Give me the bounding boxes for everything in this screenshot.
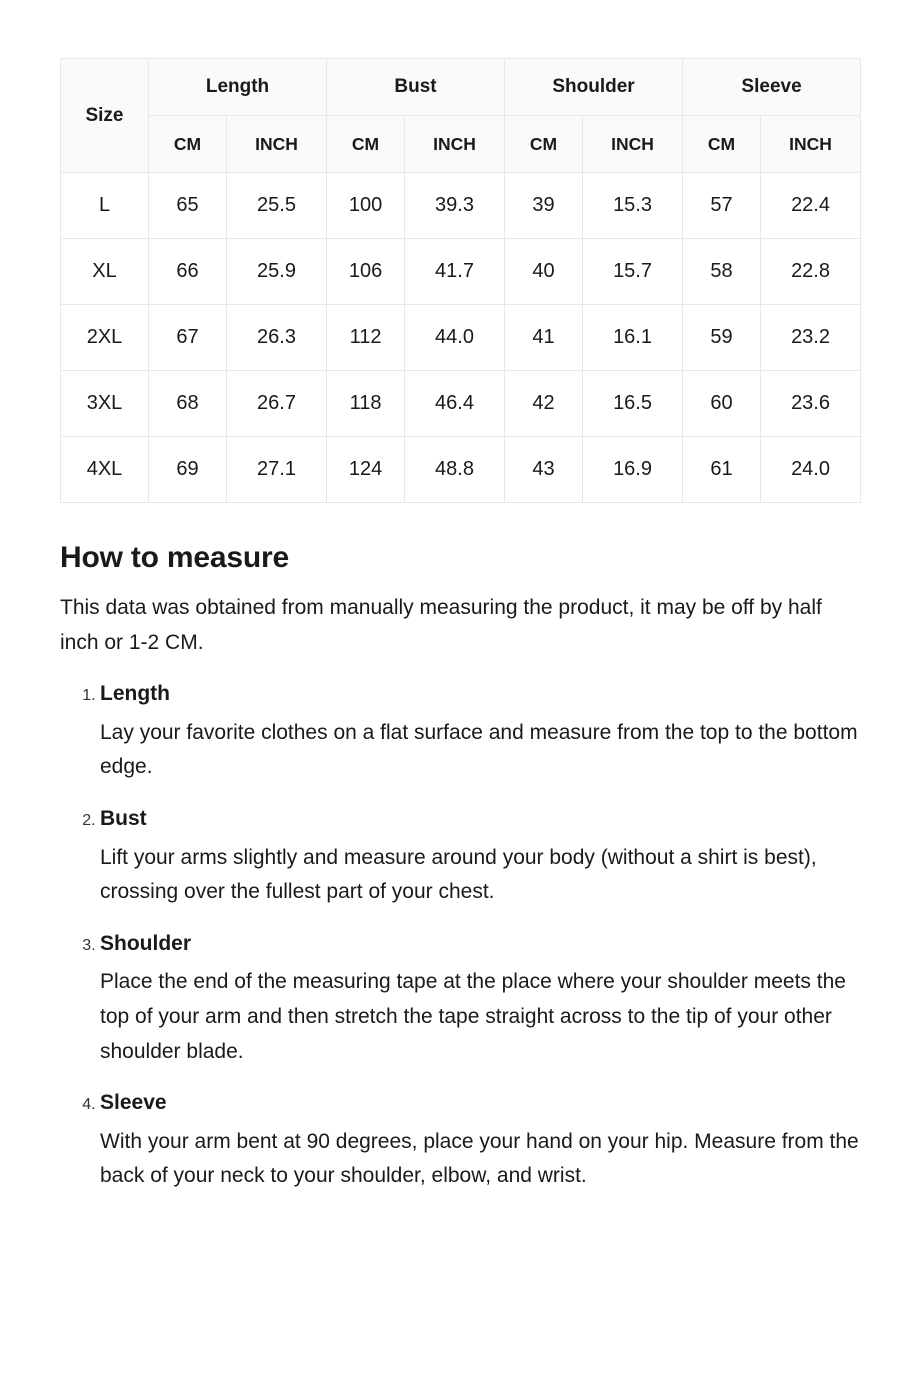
list-item-description: Place the end of the measuring tape at the place where your shoulder meets the top of your arm and then stretch the tape straight across to the tip of your other shoulder blade.	[100, 970, 846, 1063]
cell-shoulder-cm: 39	[505, 173, 583, 239]
list-item	[100, 803, 860, 910]
cell-length-inch: 25.9	[227, 239, 327, 305]
cell-length-cm: 68	[149, 371, 227, 437]
page-title: How to measure	[60, 541, 289, 574]
list-item-description: Lift your arms slightly and measure around your body (without a shirt is best), crossing over the fullest part of your chest.	[100, 845, 817, 904]
cell-sleeve-cm: 59	[683, 305, 761, 371]
cell-bust-cm: 112	[327, 305, 405, 371]
cell-sleeve-inch: 23.2	[761, 305, 861, 371]
header-length-cm: CM	[149, 116, 227, 173]
cell-shoulder-inch: 16.1	[583, 305, 683, 371]
cell-bust-cm: 118	[327, 371, 405, 437]
cell-shoulder-inch: 16.9	[583, 437, 683, 503]
cell-size: L	[61, 173, 149, 239]
cell-bust-cm: 106	[327, 239, 405, 305]
header-sleeve-inch: INCH	[761, 116, 861, 173]
header-shoulder-inch: INCH	[583, 116, 683, 173]
table-body	[61, 173, 861, 503]
header-group-sleeve: Sleeve	[683, 59, 861, 116]
cell-length-inch: 27.1	[227, 437, 327, 503]
list-item-description: With your arm bent at 90 degrees, place your hand on your hip. Measure from the back of your neck to your shoulder, elbow, and wrist.	[100, 1129, 859, 1188]
header-bust-cm: CM	[327, 116, 405, 173]
cell-size: XL	[61, 239, 149, 305]
cell-shoulder-inch: 15.3	[583, 173, 683, 239]
cell-sleeve-cm: 61	[683, 437, 761, 503]
list-item	[100, 1087, 860, 1194]
cell-sleeve-inch: 22.8	[761, 239, 861, 305]
cell-length-inch: 26.7	[227, 371, 327, 437]
header-group-length: Length	[149, 59, 327, 116]
cell-bust-inch: 44.0	[405, 305, 505, 371]
header-group-bust: Bust	[327, 59, 505, 116]
table-row	[61, 173, 861, 239]
size-chart-table	[60, 58, 861, 503]
cell-sleeve-inch: 23.6	[761, 371, 861, 437]
cell-bust-cm: 100	[327, 173, 405, 239]
cell-bust-inch: 39.3	[405, 173, 505, 239]
table-row	[61, 305, 861, 371]
cell-bust-inch: 48.8	[405, 437, 505, 503]
list-item-description: Lay your favorite clothes on a flat surface and measure from the top to the bottom edge.	[100, 720, 858, 779]
header-sleeve-cm: CM	[683, 116, 761, 173]
table-header	[61, 59, 861, 173]
measure-instruction-list	[60, 678, 860, 1194]
list-item	[100, 928, 860, 1069]
header-bust-inch: INCH	[405, 116, 505, 173]
header-shoulder-cm: CM	[505, 116, 583, 173]
intro-paragraph: This data was obtained from manually measuring the product, it may be off by half inch or 1-2 CM.	[60, 596, 822, 654]
list-item-title: 1. Length	[100, 682, 170, 706]
list-item-title: 3. Shoulder	[100, 931, 192, 955]
table-row	[61, 239, 861, 305]
cell-shoulder-cm: 41	[505, 305, 583, 371]
list-item-title: 4. Sleeve	[100, 1091, 167, 1115]
cell-shoulder-cm: 43	[505, 437, 583, 503]
header-size: Size	[61, 59, 149, 173]
table-row	[61, 437, 861, 503]
cell-length-inch: 26.3	[227, 305, 327, 371]
list-item	[100, 678, 860, 785]
cell-length-cm: 67	[149, 305, 227, 371]
table-header-row-units	[61, 116, 861, 173]
cell-sleeve-cm: 58	[683, 239, 761, 305]
cell-shoulder-cm: 42	[505, 371, 583, 437]
cell-bust-inch: 41.7	[405, 239, 505, 305]
cell-shoulder-inch: 16.5	[583, 371, 683, 437]
table-row	[61, 371, 861, 437]
cell-length-cm: 65	[149, 173, 227, 239]
list-item-title: 2. Bust	[100, 807, 147, 831]
cell-length-cm: 69	[149, 437, 227, 503]
cell-sleeve-cm: 57	[683, 173, 761, 239]
cell-size: 3XL	[61, 371, 149, 437]
header-group-shoulder: Shoulder	[505, 59, 683, 116]
header-length-inch: INCH	[227, 116, 327, 173]
cell-sleeve-cm: 60	[683, 371, 761, 437]
cell-sleeve-inch: 24.0	[761, 437, 861, 503]
cell-sleeve-inch: 22.4	[761, 173, 861, 239]
cell-shoulder-cm: 40	[505, 239, 583, 305]
cell-length-cm: 66	[149, 239, 227, 305]
cell-length-inch: 25.5	[227, 173, 327, 239]
cell-size: 2XL	[61, 305, 149, 371]
cell-shoulder-inch: 15.7	[583, 239, 683, 305]
cell-bust-inch: 46.4	[405, 371, 505, 437]
cell-bust-cm: 124	[327, 437, 405, 503]
table-header-row-groups	[61, 59, 861, 116]
cell-size: 4XL	[61, 437, 149, 503]
